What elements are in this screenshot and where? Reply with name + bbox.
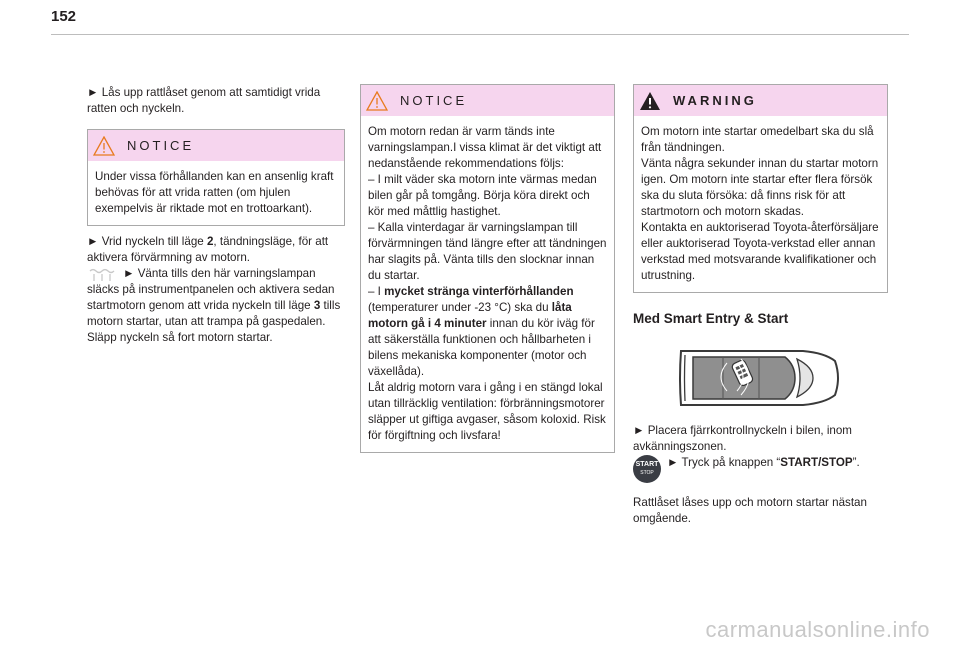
warning-triangle-icon bbox=[639, 91, 661, 111]
warning-header bbox=[634, 85, 887, 116]
warning-line-2: Vänta några sekunder innan du startar motorn igen. Om motorn inte startar efter flera försök ska du sluta försöka: då finns risk för att startmotorn och motorn skadas. bbox=[641, 157, 879, 218]
press-start-text: START STOP ► Tryck på knappen “START/STOP”. bbox=[633, 455, 888, 487]
wait-lamp-text: ► Vänta tills den här varningslampan släcks på instrumentpanelen och aktivera sedan startmotorn genom att vrida nyckeln till läge 3 tills motorn startar, utan att trampa på gaspedalen. Släpp nyckeln så fort motorn startar. bbox=[87, 267, 341, 344]
engine-starts-text: Rattlåset låses upp och motorn startar nästan omgående. bbox=[633, 496, 867, 525]
notice-line-1: Om motorn redan är varm tänds inte varningslampan.I vissa klimat är det viktigt att nedanstående rekommendations följs: bbox=[368, 125, 602, 170]
notice-header bbox=[88, 130, 344, 161]
notice-line-3: – Kalla vinterdagar är varningslampan till förvärmningen tänd längre efter att tändningen har slagits på. Vänta tills den slocknar innan du startar. bbox=[368, 221, 607, 282]
column-3 bbox=[633, 84, 888, 527]
page-number: 152 bbox=[51, 8, 77, 25]
notice-title: NOTICE bbox=[127, 137, 195, 153]
notice-header bbox=[361, 85, 614, 116]
car-top-view-icon bbox=[675, 343, 845, 413]
turn-key-text: ► Vrid nyckeln till läge 2, tändningsläge, för att aktivera förvärmning av motorn. bbox=[87, 235, 329, 264]
notice-line-2: – I milt väder ska motorn inte värmas medan bilen går på tomgång. Börja köra direkt och kör med måttlig hastighet. bbox=[368, 173, 597, 218]
notice-box-1 bbox=[87, 129, 345, 226]
warning-line-1: Om motorn inte startar omedelbart ska du slå från tändningen. bbox=[641, 125, 874, 154]
notice-triangle-icon bbox=[93, 136, 115, 156]
notice-line-4: – I mycket stränga vinterförhållanden (temperaturer under -23 °C) ska du låta motorn gå i 4 minuter innan du kör iväg för att säkerställa funktionen och hållbarheten i bilens mekaniska komponenter (motor och växellåda). bbox=[368, 285, 595, 378]
column-2 bbox=[360, 84, 615, 453]
section-heading: Med Smart Entry & Start bbox=[633, 311, 789, 326]
notice-box-2 bbox=[360, 84, 615, 453]
notice-line-5: Låt aldrig motorn vara i gång i en stängd lokal utan tillräcklig ventilation: förbränningsmotorer släpper ut giftiga avgaser, såsom koloxid. Risk för förgiftning och livsfara! bbox=[368, 381, 606, 442]
notice-triangle-icon bbox=[366, 91, 388, 111]
place-key-text: ► Placera fjärrkontrollnyckeln i bilen, inom avkänningszonen. bbox=[633, 424, 852, 453]
warning-body bbox=[634, 116, 887, 292]
start-stop-icon: START STOP bbox=[633, 455, 661, 483]
preheat-lamp-icon bbox=[87, 268, 117, 282]
warning-line-3: Kontakta en auktoriserad Toyota-återförsäljare eller auktoriserad Toyota-verkstad eller annan verkstad med motsvarande kvalifikationer och utrustning. bbox=[641, 221, 879, 282]
warning-title: WARNING bbox=[673, 92, 757, 108]
notice-body bbox=[361, 116, 614, 452]
notice-title: NOTICE bbox=[400, 92, 468, 108]
car-illustration bbox=[675, 343, 845, 413]
top-divider bbox=[51, 34, 909, 35]
notice-body: Under vissa förhållanden kan en ansenlig kraft behövas för att vrida ratten (om hjulen exempelvis är riktade mot en trottoarkant). bbox=[95, 170, 334, 215]
warning-box bbox=[633, 84, 888, 293]
watermark: carmanualsonline.info bbox=[705, 617, 930, 642]
column-1 bbox=[87, 84, 345, 346]
unlock-steering-text: ► Lås upp rattlåset genom att samtidigt vrida ratten och nyckeln. bbox=[87, 86, 321, 115]
